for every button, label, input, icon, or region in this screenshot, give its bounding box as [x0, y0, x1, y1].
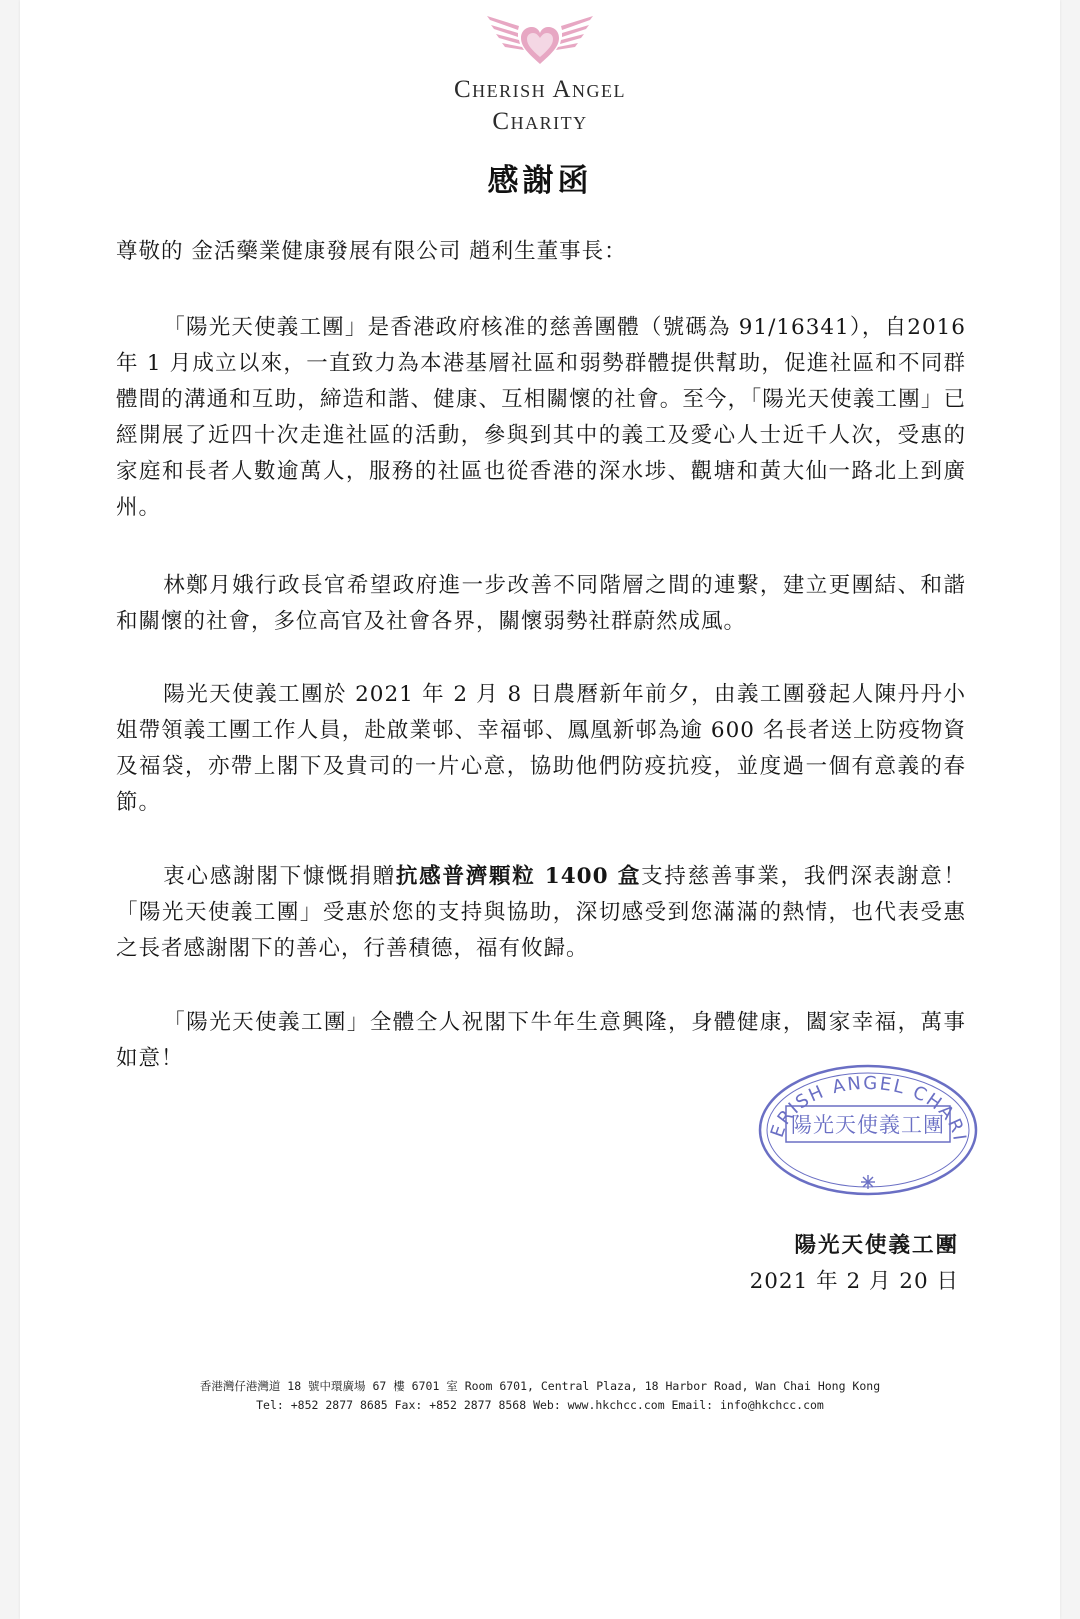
paragraph-2: 林鄭月娥行政長官希望政府進一步改善不同階層之間的連繫，建立更團結、和諧和關懷的社會，多位高官及社會各界，關懷弱勢社群蔚然成風。	[116, 573, 966, 634]
donation-highlight: 抗感普濟顆粒 1400 盒	[395, 864, 642, 889]
organization-stamp	[750, 1060, 986, 1204]
letter-footer	[20, 1377, 1060, 1415]
brand-line-1: Cherish Angel	[453, 76, 627, 103]
winged-heart-icon	[485, 10, 595, 72]
letter-title: 感謝函	[487, 163, 593, 199]
paragraph-5: 「陽光天使義工團」全體仝人祝閣下牛年生意興隆，身體健康，闔家幸福，萬事如意！	[116, 1010, 966, 1071]
footer-contact: Tel: +852 2877 8685 Fax: +852 2877 8568 Web: www.hkchcc.com Email: info@hkchcc.com	[256, 1398, 824, 1412]
footer-address: 香港灣仔港灣道 18 號中環廣場 67 樓 6701 室 Room 6701, Central Plaza, 18 Harbor Road, Wan Chai Hong Kong	[199, 1379, 881, 1393]
stamp-center-text: 陽光天使義工團	[791, 1113, 945, 1137]
signature-organization: 陽光天使義工團	[794, 1233, 959, 1258]
paragraph-4-lead: 衷心感謝閣下慷慨捐贈	[163, 864, 396, 889]
stamp-ring-text: ERISH ANGEL CHARI	[766, 1072, 971, 1144]
star-icon	[861, 1175, 875, 1189]
letter-page	[20, 0, 1060, 1619]
salutation: 尊敬的 金活藥業健康發展有限公司 趙利生董事長：	[116, 239, 627, 264]
brand-line-2: Charity	[492, 108, 588, 135]
stamp-seal	[750, 1060, 986, 1200]
charity-logo	[20, 10, 1060, 136]
paragraph-1: 「陽光天使義工團」是香港政府核准的慈善團體（號碼為 91/16341），自2016 年 1 月成立以來，一直致力為本港基層社區和弱勢群體提供幫助，促進社區和不同群體間的溝通和互助，締造和諧、健康、互相關懷的社會。至今，「陽光天使義工團」已經開展了近四十次走進社區的活動，參與到其中的義工及愛心人士近千人次，受惠的家庭和長者人數逾萬人，服務的社區也從香港的深水埗、觀塘和黃大仙一路北上到廣州。	[116, 315, 966, 520]
paragraph-4	[116, 859, 966, 967]
signature-date: 2021 年 2 月 20 日	[749, 1269, 959, 1294]
paragraph-3: 陽光天使義工團於 2021 年 2 月 8 日農曆新年前夕，由義工團發起人陳丹丹小姐帶領義工團工作人員，赴啟業邨、幸福邨、鳳凰新邨為逾 600 名長者送上防疫物資及福袋，亦帶上閣下及貴司的一片心意，協助他們防疫抗疫，並度過一個有意義的春節。	[116, 682, 966, 815]
paragraph-4-rest: 支持慈善事業，我們深表謝意！「陽光天使義工團」受惠於您的支持與協助，深切感受到您滿滿的熱情，也代表受惠之長者感謝閣下的善心，行善積德，福有攸歸。	[116, 864, 966, 961]
